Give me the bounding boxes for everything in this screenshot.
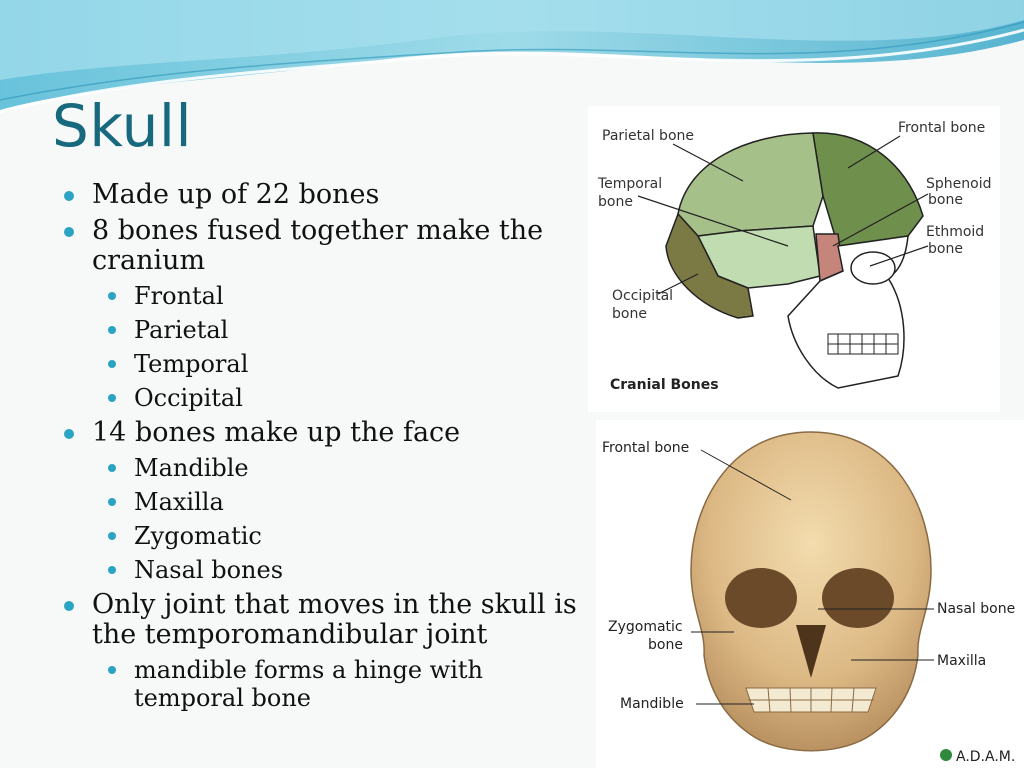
slide-title: Skull (52, 92, 193, 160)
sub-bullet-list (92, 454, 582, 584)
label-zygomatic-bone-line1: Zygomatic (608, 619, 683, 635)
sub-bullet-dot-icon (108, 360, 116, 368)
figure-caption-cranial-bones: Cranial Bones (610, 377, 719, 393)
sub-bullet-item (92, 522, 582, 550)
bullet-dot-icon (64, 227, 74, 237)
parietal-region (678, 133, 823, 236)
sub-bullet-item (92, 656, 582, 712)
label-nasal-bone: Nasal bone (937, 601, 1016, 617)
sub-bullet-dot-icon (108, 292, 116, 300)
label-zygomatic-bone-line2: bone (648, 637, 683, 653)
sub-bullet-text: Parietal (134, 316, 229, 344)
sub-bullet-dot-icon (108, 532, 116, 540)
label-frontal-bone: Frontal bone (898, 120, 986, 136)
label-occipital-bone-line2: bone (612, 306, 647, 322)
label-sphenoid-bone-line2: bone (928, 192, 963, 208)
sub-bullet-list (92, 656, 582, 712)
label-sphenoid-bone-line1: Sphenoid (926, 176, 992, 192)
bullet-text: 14 bones make up the face (92, 417, 461, 448)
bullet-text: Only joint that moves in the skull is the temporomandibular joint (92, 589, 577, 650)
label-mandible: Mandible (620, 696, 684, 712)
adam-logo-icon (940, 749, 1015, 765)
sub-bullet-dot-icon (108, 566, 116, 574)
bullet-item (62, 180, 582, 210)
label-temporal-bone-line1: Temporal (598, 176, 663, 192)
sub-bullet-item (92, 350, 582, 378)
sub-bullet-text: Zygomatic (134, 522, 262, 550)
sub-bullet-dot-icon (108, 394, 116, 402)
sub-bullet-dot-icon (108, 666, 116, 674)
label-temporal-bone-line2: bone (598, 194, 633, 210)
sub-bullet-item (92, 454, 582, 482)
sub-bullet-list (92, 282, 582, 412)
sub-bullet-item (92, 316, 582, 344)
sub-bullet-text: Frontal (134, 282, 224, 310)
frontal-region (813, 133, 923, 246)
credit-adam: A.D.A.M. (956, 749, 1016, 765)
sub-bullet-dot-icon (108, 464, 116, 472)
sub-bullet-text: Temporal (134, 350, 249, 378)
label-ethmoid-bone-line1: Ethmoid (926, 224, 985, 240)
sub-bullet-text: Occipital (134, 384, 243, 412)
facial-bones-figure (596, 420, 1024, 768)
label-maxilla: Maxilla (937, 653, 987, 669)
bullet-dot-icon (64, 429, 74, 439)
sub-bullet-item (92, 488, 582, 516)
bullet-item (62, 590, 582, 712)
cranial-bones-figure (588, 106, 1000, 412)
sub-bullet-text: Maxilla (134, 488, 224, 516)
label-occipital-bone-line1: Occipital (612, 288, 674, 304)
bullet-item (62, 216, 582, 412)
sub-bullet-text: mandible forms a hinge with temporal bone (134, 656, 483, 712)
label-ethmoid-bone-line2: bone (928, 241, 963, 257)
sub-bullet-text: Mandible (134, 454, 249, 482)
sub-bullet-text: Nasal bones (134, 556, 284, 584)
bullet-dot-icon (64, 191, 74, 201)
sub-bullet-dot-icon (108, 498, 116, 506)
label-parietal-bone: Parietal bone (602, 128, 694, 144)
label-frontal-bone-front: Frontal bone (602, 440, 690, 456)
bullet-list (62, 180, 582, 718)
sub-bullet-item (92, 282, 582, 310)
sub-bullet-dot-icon (108, 326, 116, 334)
bullet-text: Made up of 22 bones (92, 179, 380, 210)
bullet-item (62, 418, 582, 584)
bullet-dot-icon (64, 601, 74, 611)
sub-bullet-item (92, 384, 582, 412)
sub-bullet-item (92, 556, 582, 584)
bullet-text: 8 bones fused together make the cranium (92, 215, 544, 276)
